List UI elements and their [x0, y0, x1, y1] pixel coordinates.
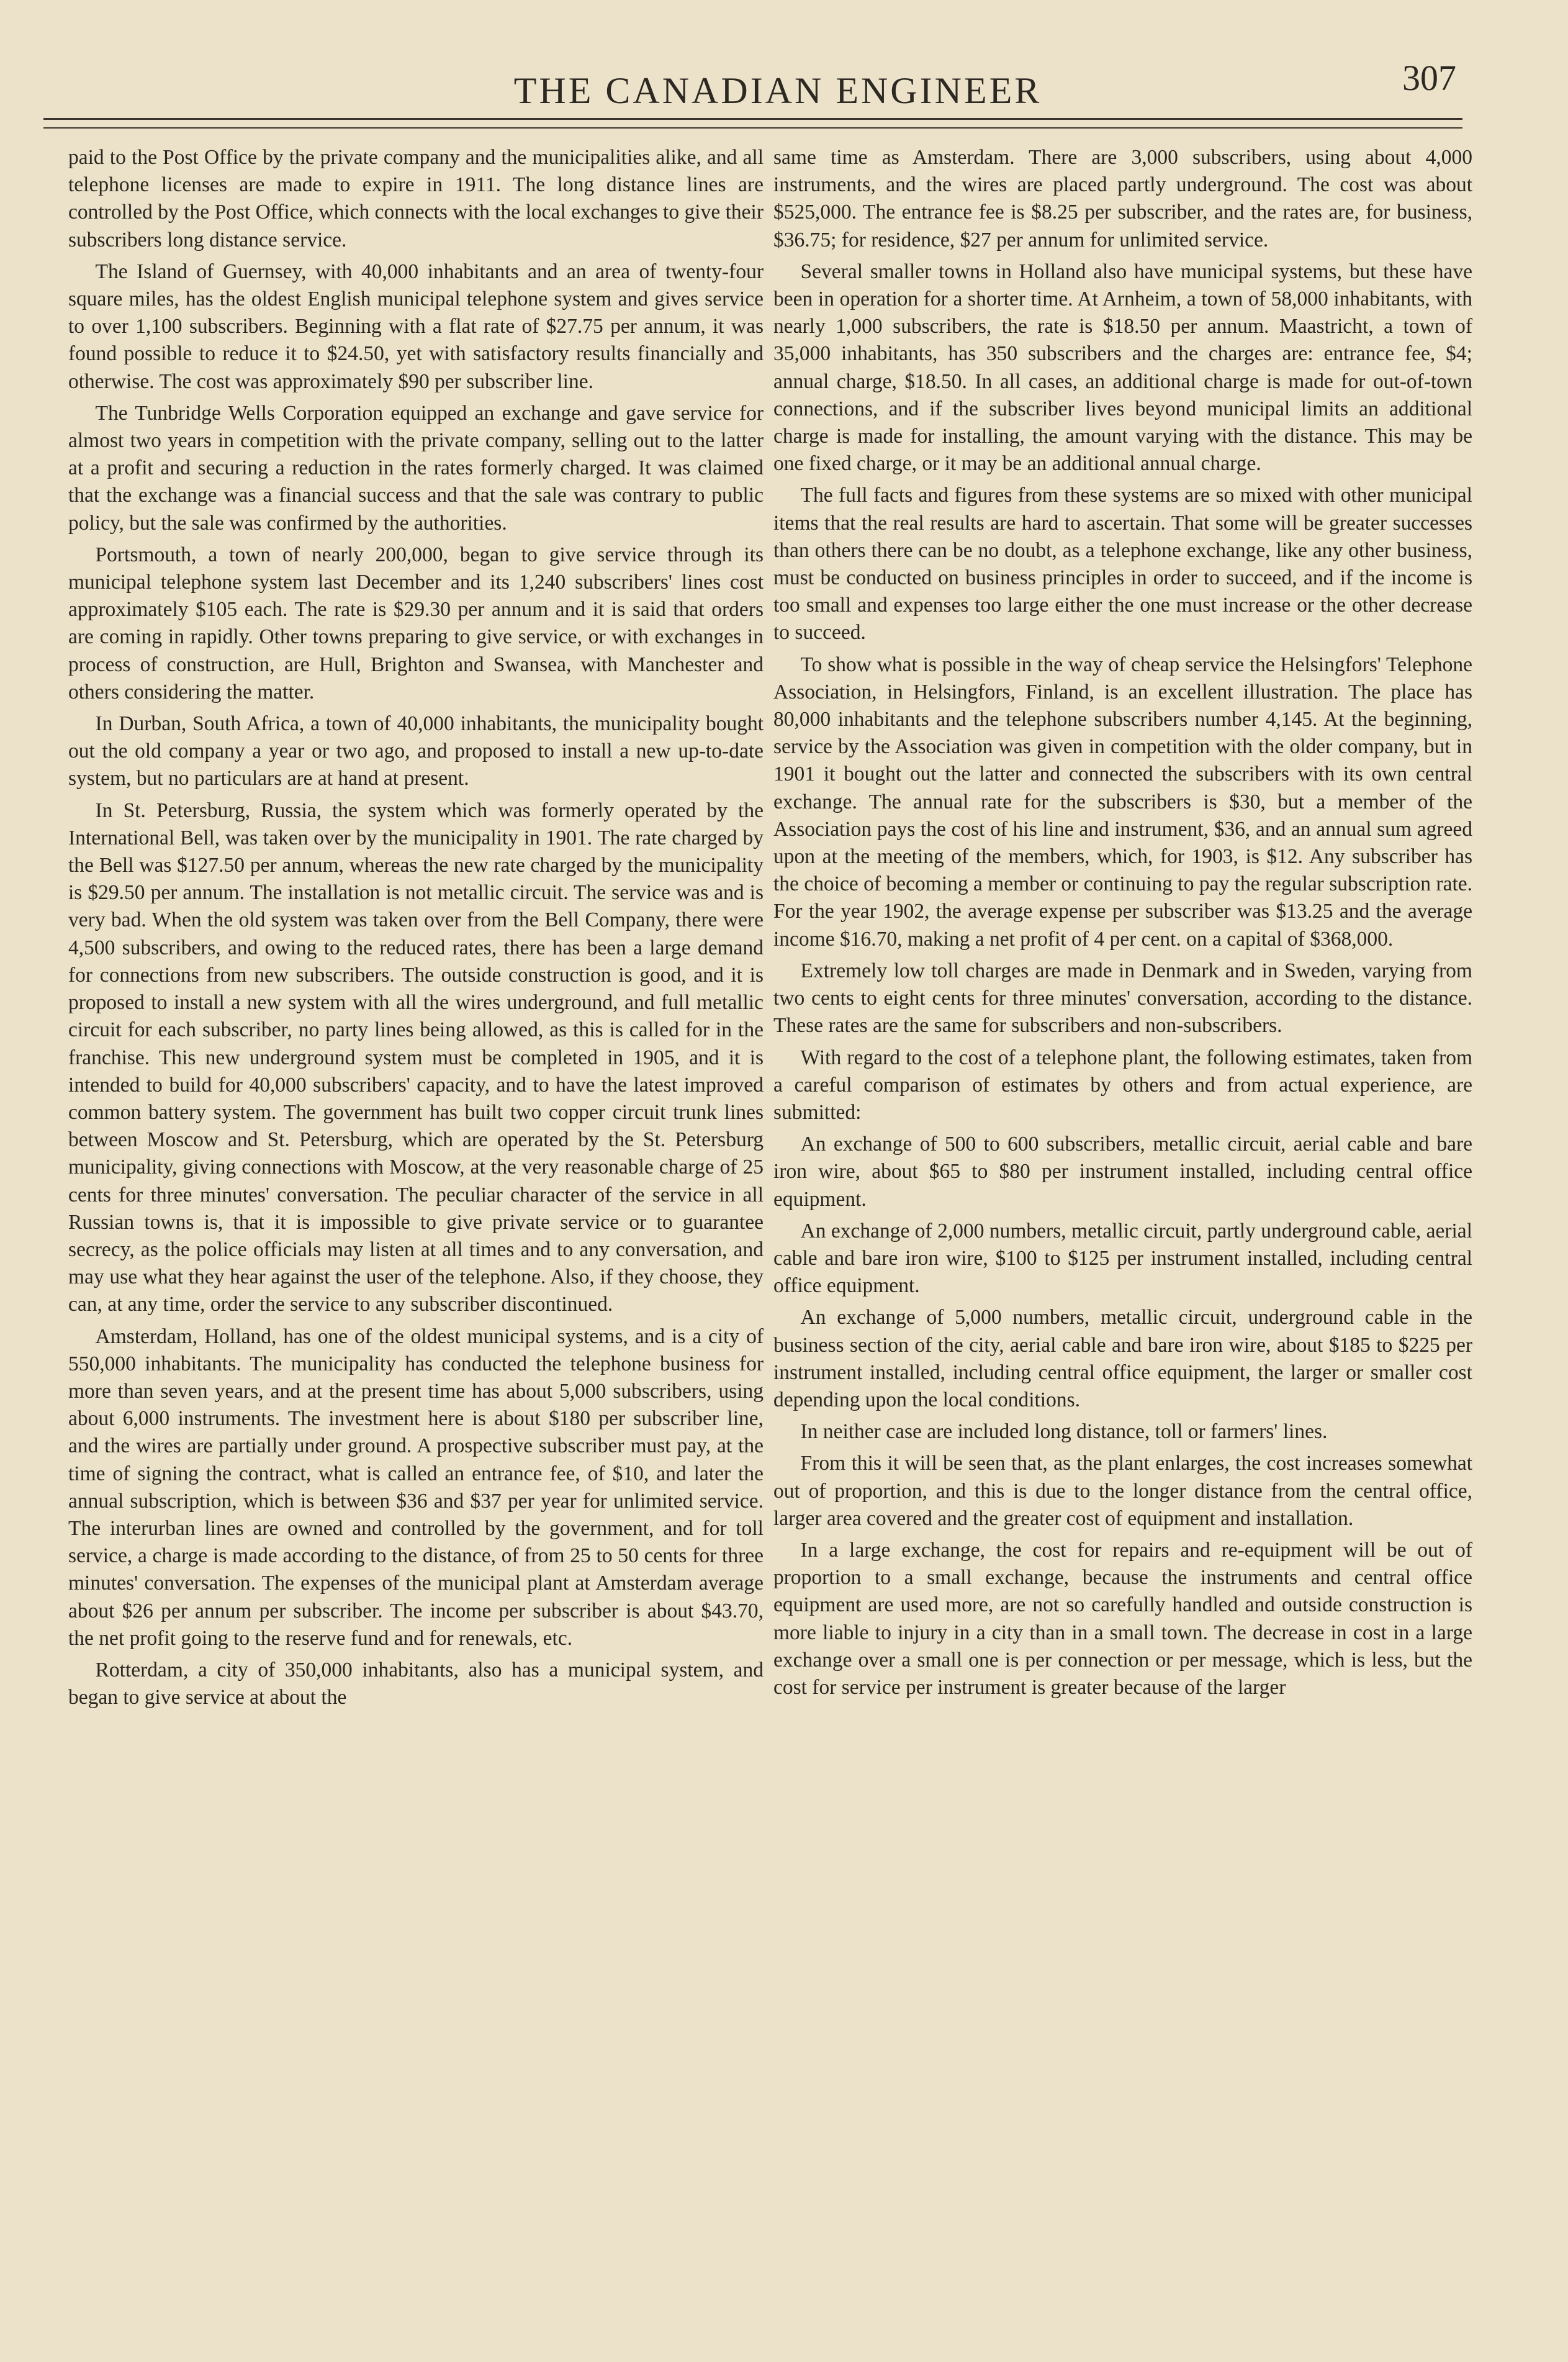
- paragraph: In Durban, South Africa, a town of 40,000 inhabitants, the municipality bought out the old company a year or two ago, and proposed to install a new up-to-date system, but no particulars are at hand at present.: [68, 712, 764, 790]
- page-header: [37, 45, 1518, 119]
- paragraph: paid to the Post Office by the private company and the municipalities alike, and all telephone licenses are made to expire in 1911. The long distance lines are controlled by the Post Office, which connects with the local exchanges to give their subscribers long distance service.: [68, 146, 764, 251]
- paragraph: same time as Amsterdam. There are 3,000 subscribers, using about 4,000 instruments, and the wires are placed partly underground. The cost was about $525,000. The entrance fee is $8.25 per subscriber, and the rates are, for business, $36.75; for residence, $27 per annum for unlimited service.: [773, 146, 1472, 251]
- right-column: [773, 144, 1472, 2322]
- paragraph: An exchange of 5,000 numbers, metallic circuit, underground cable in the business section of the city, aerial cable and bare iron wire, about $185 to $225 per instrument installed, including central office equipment, the larger or smaller cost depending upon the local conditions.: [773, 1306, 1472, 1411]
- paragraph: With regard to the cost of a telephone plant, the following estimates, taken from a careful comparison of estimates by others and from actual experience, are submitted:: [773, 1046, 1472, 1124]
- header-rule: [43, 118, 1462, 129]
- running-title: THE CANADIAN ENGINEER: [513, 70, 1042, 111]
- paragraph: In neither case are included long distance, toll or farmers' lines.: [800, 1420, 1328, 1444]
- left-column: [68, 144, 764, 2322]
- paragraph: The Island of Guernsey, with 40,000 inhabitants and an area of twenty-four square miles, has the oldest English municipal telephone system and gives service to over 1,100 subscribers. Beginning with a flat rate of $27.75 per annum, it was found possible to reduce it to $24.50, yet with satisfactory results financially and otherwise. The cost was approximately $90 per subscriber line.: [68, 260, 764, 393]
- paragraph: The full facts and figures from these systems are so mixed with other municipal items that the real results are hard to ascertain. That some will be greater successes than others there can be no doubt, as a telephone exchange, like any other business, must be conducted on business principles in order to succeed, and if the income is too small and expenses too large either the one must increase or the other decrease to succeed.: [773, 484, 1472, 645]
- paragraph: In a large exchange, the cost for repairs and re-equipment will be out of proportion to a small exchange, because the instruments and central office equipment are used more, are not so carefully handled and outside construction is more liable to injury in a city than in a small town. The decrease in cost in a large exchange over a small one is per connection or per message, which is less, but the cost for service per instrument is greater because of the larger: [773, 1538, 1472, 1699]
- paragraph: Amsterdam, Holland, has one of the oldest municipal systems, and is a city of 550,000 inhabitants. The municipality has conducted the telephone business for more than seven years, and at the present time has about 5,000 subscribers, using about 6,000 instruments. The investment here is about $180 per subscriber line, and the wires are partially under ground. A prospective subscriber must pay, at the time of signing the contract, what is called an entrance fee, of $10, and later the annual subscription, which is between $36 and $37 per year for unlimited service. The interurban lines are owned and controlled by the government, and for toll service, a charge is made according to the distance, of from 25 to 50 cents for three minutes' conversation. The expenses of the municipal plant at Amsterdam average about $26 per annum per subscriber. The income per subscriber is about $43.70, the net profit going to the reserve fund and for renewals, etc.: [68, 1324, 764, 1650]
- paragraph: Portsmouth, a town of nearly 200,000, began to give service through its municipal telephone system last December and its 1,240 subscribers' lines cost approximately $105 each. The rate is $29.30 per annum and it is said that orders are coming in rapidly. Other towns preparing to give service, or with exchanges in process of construction, are Hull, Brighton and Swansea, with Manchester and others considering the matter.: [68, 543, 764, 704]
- paragraph: Several smaller towns in Holland also have municipal systems, but these have been in operation for a shorter time. At Arnheim, a town of 58,000 inhabitants, with nearly 1,000 subscribers, the rate is $18.50 per annum. Maastricht, a town of 35,000 inhabitants, has 350 subscribers and the charges are: entrance fee, $4; annual charge, $18.50. In all cases, an additional charge is made for out-of-town connections, and if the subscriber lives beyond municipal limits an additional charge is made for installing, the amount varying with the distance. This may be one fixed charge, or it may be an additional annual charge.: [773, 260, 1472, 476]
- page-number: 307: [1402, 58, 1456, 98]
- paragraph: An exchange of 2,000 numbers, metallic circuit, partly underground cable, aerial cable and bare iron wire, $100 to $125 per instrument installed, including central office equipment.: [773, 1219, 1472, 1298]
- paragraph: In St. Petersburg, Russia, the system which was formerly operated by the International Bell, was taken over by the municipality in 1901. The rate charged by the Bell was $127.50 per annum, whereas the new rate charged by the municipality is $29.50 per annum. The installation is not metallic circuit. The service was and is very bad. When the old system was taken over from the Bell Company, there were 4,500 subscribers, and owing to the reduced rates, there has been a large demand for connections from new subscribers. The outside construction is good, and it is proposed to install a new system with all the wires underground, and full metallic circuit for each subscriber, no party lines being allowed, as this is called for in the franchise. This new underground system must be completed in 1905, and it is intended to build for 40,000 subscribers' capacity, and to have the latest improved common battery system. The government has built two copper circuit trunk lines between Moscow and St. Petersburg, which are operated by the St. Petersburg municipality, giving connections with Moscow, at the very reasonable charge of 25 cents for three minutes' conversation. The peculiar character of the service in all Russian towns is, that it is impossible to give private service or to guarantee secrecy, as the police officials may listen at all times and to any conversation, and may use what they hear against the user of the telephone. Also, if they choose, they can, at any time, order the service to any subscriber discontinued.: [68, 799, 764, 1316]
- paragraph: An exchange of 500 to 600 subscribers, metallic circuit, aerial cable and bare iron wire, about $65 to $80 per instrument installed, including central office equipment.: [773, 1133, 1472, 1211]
- paragraph: Rotterdam, a city of 350,000 inhabitants, also has a municipal system, and began to give service at about the: [68, 1658, 764, 1709]
- paragraph: From this it will be seen that, as the plant enlarges, the cost increases somewhat out of proportion, and this is due to the longer distance from the central office, larger area covered and the greater cost of equipment and installation.: [773, 1452, 1472, 1530]
- paragraph: To show what is possible in the way of cheap service the Helsingfors' Telephone Association, in Helsingfors, Finland, is an excellent illustration. The place has 80,000 inhabitants and the telephone subscribers number 4,145. At the beginning, service by the Association was given in competition with the older company, but in 1901 it bought out the latter and connected the subscribers with its own central exchange. The annual rate for the subscribers is $30, but a member of the Association pays the cost of his line and instrument, $36, and an annual sum agreed upon at the meeting of the members, which, for 1903, is $12. Any subscriber has the choice of becoming a member or continuing to pay the regular subscription rate. For the year 1902, the average expense per subscriber was $13.25 and the average income $16.70, making a net profit of 4 per cent. on a capital of $368,000.: [773, 653, 1472, 951]
- paragraph: Extremely low toll charges are made in Denmark and in Sweden, varying from two cents to eight cents for three minutes' conversation, according to the distance. These rates are the same for subscribers and non-subscribers.: [773, 959, 1472, 1038]
- paragraph: The Tunbridge Wells Corporation equipped an exchange and gave service for almost two years in competition with the private company, selling out to the latter at a profit and securing a reduction in the rates formerly charged. It was claimed that the exchange was a financial success and that the sale was contrary to public policy, but the sale was confirmed by the authorities.: [68, 401, 764, 535]
